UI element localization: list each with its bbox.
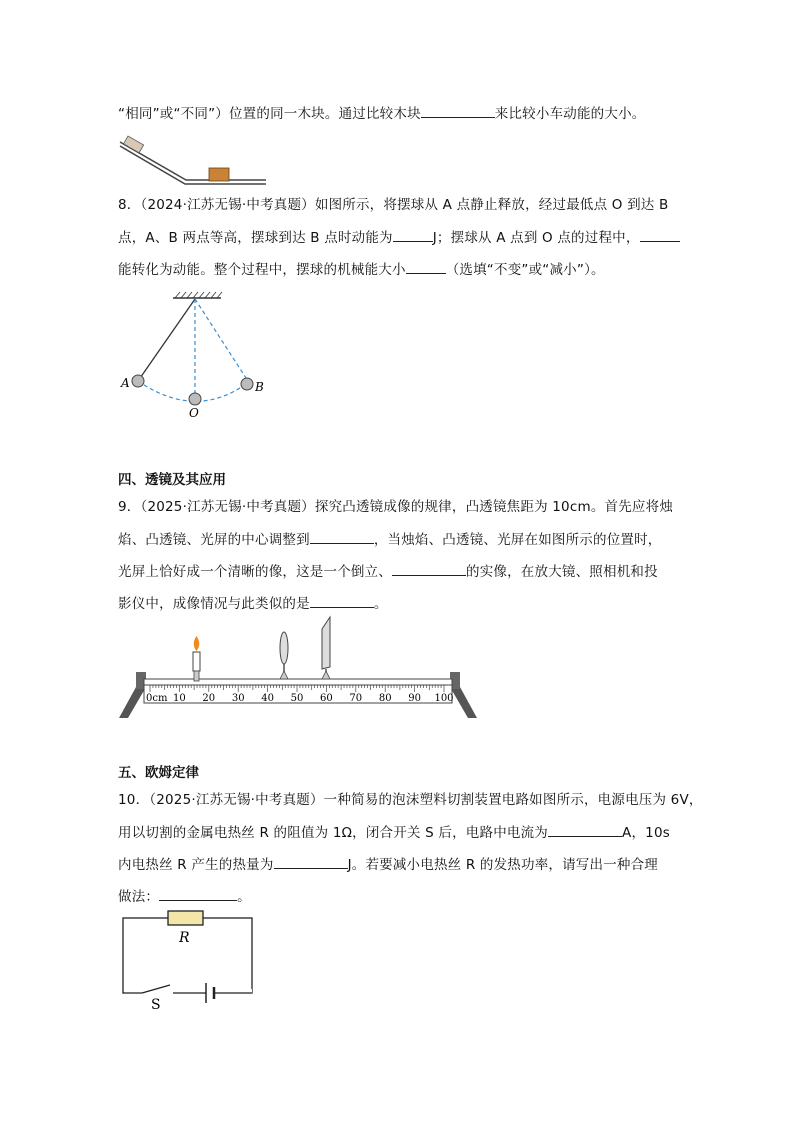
bench-leg-right: [450, 687, 477, 718]
optical-bench-figure: [118, 615, 478, 723]
text-line: [118, 561, 658, 582]
screen-icon: [322, 617, 330, 679]
text-segment: 做法：: [118, 889, 160, 905]
pendulum-string: [138, 299, 195, 381]
answer-blank[interactable]: [392, 561, 466, 576]
bench-rail: [144, 679, 452, 685]
ceiling-hatch: [175, 292, 222, 298]
answer-blank[interactable]: [406, 259, 446, 274]
text-segment: 内电热丝 R 产生的热量为: [118, 857, 274, 873]
text-segment: J；摆球从 A 点到 O 点的过程中，: [432, 230, 640, 246]
text-line: [118, 854, 658, 875]
ramp-figure: [116, 130, 276, 188]
answer-blank[interactable]: [274, 854, 348, 869]
text-segment: 用以切割的金属电热丝 R 的阻值为 1Ω，闭合开关 S 后，电路中电流为: [118, 825, 549, 841]
label-a: A: [121, 376, 130, 390]
text-line: [118, 529, 662, 550]
text-segment: 光屏上恰好成一个清晰的像，这是一个倒立、: [118, 564, 392, 580]
text-segment: 影仪中，成像情况与此类似的是: [118, 596, 310, 612]
ruler-label: 40: [261, 693, 274, 704]
section-heading-lens: 四、透镜及其应用: [118, 472, 226, 488]
text-segment: 能转化为动能。整个过程中，摆球的机械能大小: [118, 262, 406, 278]
text-segment: 。: [237, 889, 251, 905]
text-segment: ，当烛焰、凸透镜、光屏在如图所示的位置时，: [373, 532, 662, 548]
label-o: O: [189, 406, 199, 420]
answer-blank[interactable]: [310, 529, 374, 544]
wood-block: [209, 168, 229, 181]
text-segment: “相同”或“不同”）位置的同一木块。通过比较木块: [118, 106, 421, 122]
ruler-label: 100: [434, 693, 454, 704]
answer-blank[interactable]: [159, 886, 237, 901]
ball-a: [132, 375, 144, 387]
lens-icon: [280, 632, 288, 679]
text-line: [118, 822, 670, 843]
text-line: [118, 790, 703, 810]
text-segment: 8．（2024·江苏无锡·中考真题）如图所示，将摆球从 A 点静止释放，经过最低点 O 到达 B: [118, 197, 669, 213]
ruler-label: 0cm: [146, 693, 168, 704]
ball-o: [189, 393, 201, 405]
label-s: S: [151, 997, 161, 1013]
ruler-label: 30: [231, 693, 245, 704]
text-segment: 点，A、B 两点等高，摆球到达 B 点时动能为: [118, 230, 393, 246]
text-segment: J。若要减小电热丝 R 的发热功率，请写出一种合理: [347, 857, 659, 873]
ruler-label: 10: [173, 693, 186, 704]
text-line: [118, 497, 673, 517]
ramp-surface-inner: [120, 146, 266, 184]
pendulum-figure: [118, 290, 268, 420]
circuit-figure: [118, 905, 258, 1015]
ball-b: [241, 378, 253, 390]
text-line: [118, 593, 388, 614]
ruler-label: 90: [408, 693, 421, 704]
resistor-icon: [168, 911, 203, 925]
text-segment: A，10s: [622, 825, 670, 841]
text-segment: 来比较小车动能的大小。: [494, 106, 646, 122]
candle-icon: [193, 636, 200, 681]
text-segment: （选填“不变”或“减小”）。: [445, 262, 605, 278]
text-line: [118, 195, 668, 215]
text-line: [118, 227, 680, 248]
ruler-label: 80: [378, 693, 392, 704]
dashed-string-b: [195, 299, 246, 378]
text-segment: 的实像，在放大镜、照相机和投: [466, 564, 658, 580]
text-segment: 。: [373, 596, 388, 612]
answer-blank[interactable]: [548, 822, 622, 837]
text-segment: 10．（2025·江苏无锡·中考真题）一种简易的泡沫塑料切割装置电路如图所示，电源电压为 6V，: [118, 792, 703, 808]
text-line: [118, 259, 605, 280]
ruler-label: 60: [320, 693, 333, 704]
text-segment: 焰、凸透镜、光屏的中心调整到: [118, 532, 310, 548]
label-r: R: [179, 930, 190, 946]
label-b: B: [255, 380, 264, 394]
answer-blank[interactable]: [640, 227, 680, 242]
bench-leg-left: [119, 687, 146, 718]
answer-blank[interactable]: [421, 103, 495, 118]
answer-blank[interactable]: [310, 593, 374, 608]
ruler-label: 70: [349, 693, 363, 704]
ruler-label: 20: [202, 693, 216, 704]
text-line: [118, 103, 645, 124]
text-segment: 9．（2025·江苏无锡·中考真题）探究凸透镜成像的规律，凸透镜焦距为 10cm。首先应将烛: [118, 499, 674, 515]
ruler-label: 50: [290, 693, 304, 704]
section-heading-ohm: 五、欧姆定律: [118, 765, 199, 781]
answer-blank[interactable]: [393, 227, 433, 242]
text-line: [118, 886, 251, 907]
